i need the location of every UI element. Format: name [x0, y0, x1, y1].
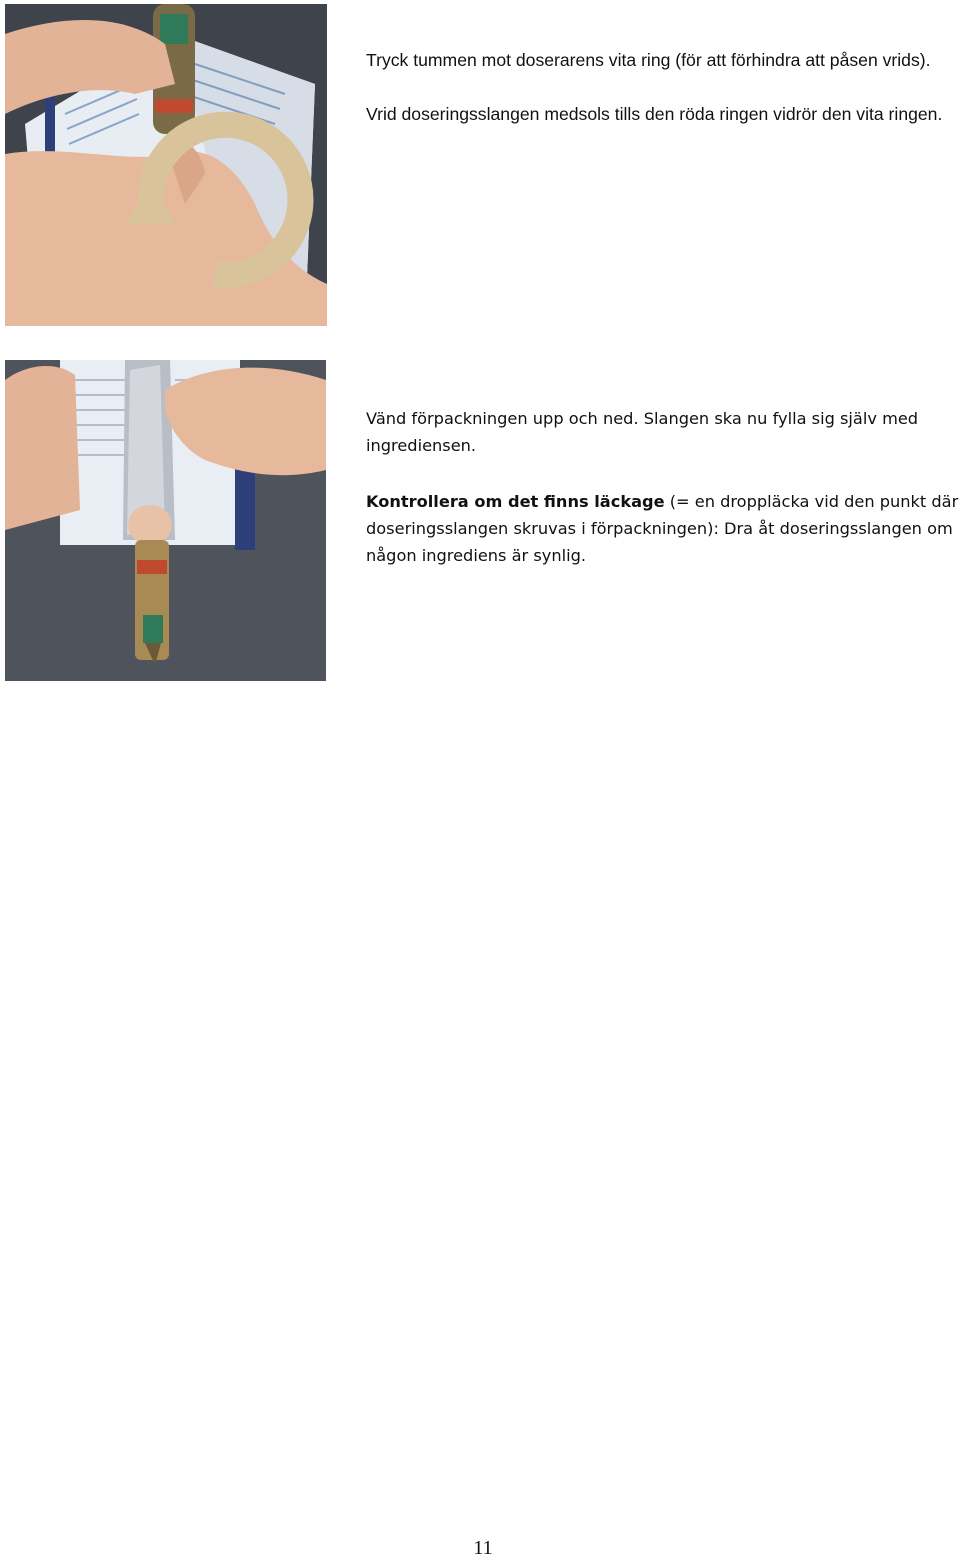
instruction-photo-twist: [5, 4, 327, 326]
instruction-text-upside-down: [366, 405, 960, 569]
instruction-press-thumb: Tryck tummen mot doserarens vita ring (för att förhindra att påsen vrids).: [366, 50, 931, 70]
leakage-heading: Kontrollera om det finns läckage: [366, 492, 665, 511]
instruction-photo-upside-down: [5, 360, 326, 681]
page-number: 11: [473, 1537, 493, 1559]
twist-photo-illustration: [5, 4, 327, 326]
instruction-text-twist: [366, 47, 960, 128]
upside-down-photo-illustration: [5, 360, 326, 681]
instruction-twist-tube: Vrid doseringsslangen medsols tills den röda ringen vidrör den vita ringen.: [366, 104, 943, 124]
instruction-turn-package: Vänd förpackningen upp och ned. Slangen ska nu fylla sig själv med ingrediensen.: [366, 409, 919, 455]
instruction-check-leakage: [366, 488, 960, 569]
leakage-details: (= en droppläcka vid den punkt där doseringsslangen skruvas i förpackningen): Dra åt doseringsslangen om någon ingrediens är synlig.: [366, 492, 959, 565]
